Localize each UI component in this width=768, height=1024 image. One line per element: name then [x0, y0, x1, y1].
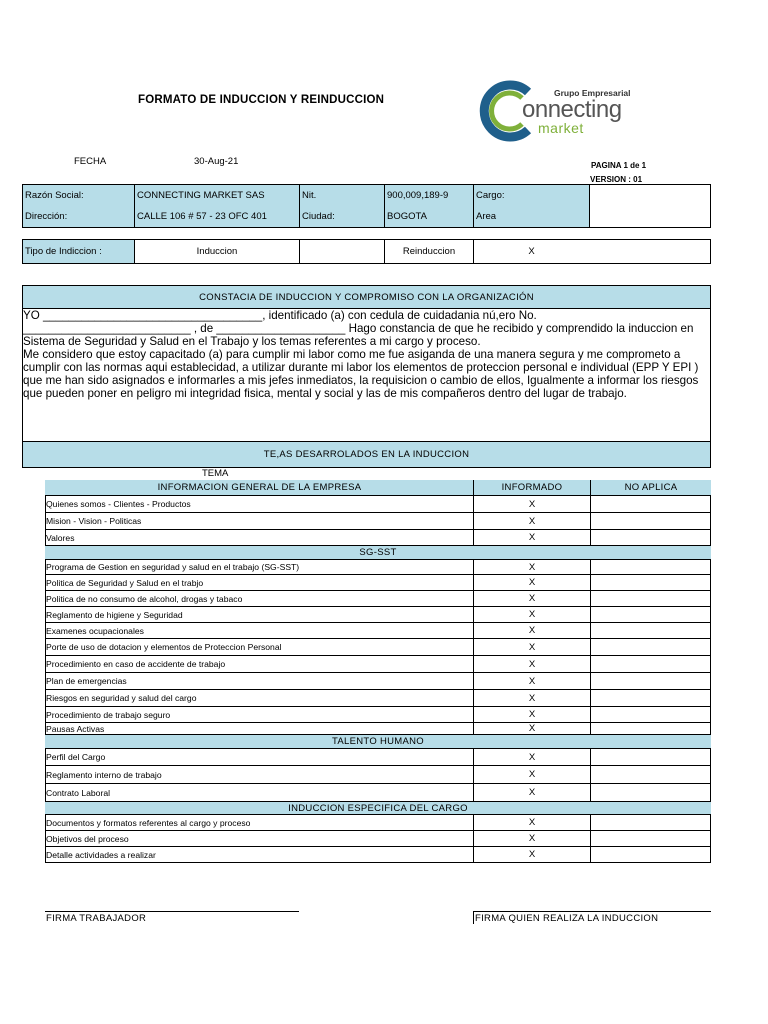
row-informado[interactable]: X	[473, 690, 590, 706]
table-row	[45, 673, 711, 690]
row-informado[interactable]: X	[473, 673, 590, 689]
constancia-line: cumplir con las normas aqui establecidad, a utilizar durante mi labor los elementos de proteccion personal e individual (EPP Y EPI )	[23, 361, 699, 374]
direccion-label: Dirección:	[23, 206, 134, 227]
cargo-value[interactable]	[590, 185, 710, 227]
firma-induccion-line[interactable]	[473, 911, 711, 912]
row-informado[interactable]: X	[473, 723, 590, 734]
row-item: Procedimiento de trabajo seguro	[46, 709, 171, 720]
section-induccion-cargo: INDUCCION ESPECIFICA DEL CARGO	[45, 802, 711, 815]
row-informado[interactable]: X	[473, 513, 590, 529]
row-item: Quienes somos - Clientes - Productos	[46, 499, 191, 509]
row-item: Reglamento interno de trabajo	[46, 769, 162, 780]
constancia-line: que me han sido asignados e informarles a mis jefes inmediatos, la requisicion o cambio de ellos, Igualmente a informar los riesgos	[23, 374, 699, 387]
row-no-aplica[interactable]	[590, 690, 711, 706]
row-item: Porte de uso de dotacion y elementos de Proteccion Personal	[46, 642, 282, 652]
table-row	[45, 815, 711, 831]
row-no-aplica[interactable]	[590, 530, 711, 545]
row-no-aplica[interactable]	[590, 560, 711, 574]
col-informacion-header: INFORMACION GENERAL DE LA EMPRESA	[157, 482, 362, 493]
constancia-line: que pueden poner en peligro mi integridad fisica, mental y social y las de mis compañeros dentro del lugar de trabajo.	[23, 387, 627, 400]
table-row	[45, 749, 711, 766]
tipo-label: Tipo de Indiccion :	[23, 240, 134, 263]
row-no-aplica[interactable]	[590, 723, 711, 734]
firma-trabajador-line[interactable]	[45, 911, 299, 912]
row-item: Programa de Gestion en seguridad y salud en el trabajo (SG-SST)	[46, 562, 300, 572]
induccion-label: Induccion	[196, 246, 238, 257]
row-no-aplica[interactable]	[590, 831, 711, 846]
firma-trabajador-label: FIRMA TRABAJADOR	[46, 913, 147, 924]
fecha-label: FECHA	[74, 156, 107, 167]
ciudad-value: BOGOTA	[385, 206, 473, 227]
nit-value: 900,009,189-9	[385, 185, 473, 206]
razon-social-label: Razón Social:	[23, 185, 134, 206]
company-logo	[478, 80, 638, 142]
row-informado[interactable]: X	[473, 815, 590, 830]
pagina-label: PAGINA 1 de 1	[591, 161, 647, 170]
row-no-aplica[interactable]	[590, 784, 711, 801]
table-row	[45, 656, 711, 673]
reinduccion-mark[interactable]: X	[528, 246, 535, 257]
row-item: Objetivos del proceso	[46, 833, 129, 844]
row-informado[interactable]: X	[473, 496, 590, 512]
table-row	[45, 560, 711, 575]
ciudad-label: Ciudad:	[300, 206, 384, 227]
row-no-aplica[interactable]	[590, 656, 711, 672]
row-no-aplica[interactable]	[590, 815, 711, 830]
razon-social-value: CONNECTING MARKET SAS	[135, 185, 299, 206]
row-informado[interactable]: X	[473, 749, 590, 765]
row-item: Perfil del Cargo	[46, 752, 106, 762]
row-informado[interactable]: X	[473, 831, 590, 846]
constancia-line: __________________________ , de ____________________ Hago constancia de que he recibido y comprendido la induccion en	[23, 322, 694, 335]
row-informado[interactable]: X	[473, 639, 590, 655]
row-no-aplica[interactable]	[590, 591, 711, 606]
table-row	[45, 513, 711, 530]
reinduccion-label: Reinduccion	[402, 246, 456, 257]
row-no-aplica[interactable]	[590, 766, 711, 783]
fecha-value: 30-Aug-21	[194, 156, 239, 167]
row-informado[interactable]: X	[473, 530, 590, 545]
induccion-mark[interactable]	[300, 240, 384, 263]
row-informado[interactable]: X	[473, 607, 590, 622]
row-no-aplica[interactable]	[590, 639, 711, 655]
table-row	[45, 575, 711, 591]
row-no-aplica[interactable]	[590, 673, 711, 689]
row-no-aplica[interactable]	[590, 607, 711, 622]
firma-induccion-label: FIRMA QUIEN REALIZA LA INDUCCION	[475, 913, 659, 924]
row-no-aplica[interactable]	[590, 496, 711, 512]
row-item: Mision - Vision - Politicas	[46, 516, 142, 526]
col-informado-header: INFORMADO	[473, 480, 590, 495]
row-informado[interactable]: X	[473, 707, 590, 722]
row-item: Riesgos en seguridad y salud del cargo	[46, 693, 197, 703]
logo-main-text: onnecting	[522, 96, 622, 123]
row-informado[interactable]: X	[473, 623, 590, 638]
nit-label: Nit.	[300, 185, 384, 206]
table-row	[45, 530, 711, 546]
table-row	[45, 766, 711, 784]
row-item: Pausas Activas	[46, 723, 105, 734]
table-row	[45, 831, 711, 847]
table-row	[45, 847, 711, 863]
row-item: Plan de emergencias	[46, 676, 127, 686]
row-item: Valores	[46, 532, 75, 543]
table-row	[45, 607, 711, 623]
row-informado[interactable]: X	[473, 591, 590, 606]
row-no-aplica[interactable]	[590, 513, 711, 529]
section-sgsst: SG-SST	[45, 546, 711, 560]
row-no-aplica[interactable]	[590, 707, 711, 722]
col-no-aplica-header: NO APLICA	[590, 480, 711, 495]
temas-header: TE,AS DESARROLADOS EN LA INDUCCION	[23, 442, 710, 467]
row-no-aplica[interactable]	[590, 847, 711, 862]
tema-label: TEMA	[202, 468, 229, 479]
row-item: Reglamento de higiene y Seguridad	[46, 609, 183, 620]
constancia-line: Sistema de Seguridad y Salud en el Trabajo y los temas referentes a mi cargo y proceso.	[23, 335, 481, 348]
row-item: Detalle actividades a realizar	[46, 849, 156, 860]
constancia-text	[23, 309, 713, 400]
constancia-line: Me considero que estoy capacitado (a) para cumplir mi labor como me fue asiganda de una manera segura y me comprometo a	[23, 348, 681, 361]
constancia-line: YO __________________________________, identificado (a) con cedula de cuidadania nú,ero No.	[23, 309, 537, 322]
table-row	[45, 784, 711, 802]
temas-table-header	[45, 480, 711, 496]
row-informado[interactable]: X	[473, 656, 590, 672]
row-informado[interactable]: X	[473, 560, 590, 574]
cargo-label: Cargo:	[474, 185, 589, 206]
table-row	[45, 591, 711, 607]
logo-tagline: Grupo Empresarial	[554, 88, 631, 98]
row-no-aplica[interactable]	[590, 575, 711, 590]
area-label: Area	[474, 206, 589, 227]
document-title: FORMATO DE INDUCCION Y REINDUCCION	[138, 94, 385, 106]
row-no-aplica[interactable]	[590, 749, 711, 765]
table-row	[45, 496, 711, 513]
table-row	[45, 623, 711, 639]
constancia-header: CONSTACIA DE INDUCCION Y COMPROMISO CON LA ORGANIZACIÓN	[23, 286, 710, 308]
table-row	[45, 707, 711, 723]
row-no-aplica[interactable]	[590, 623, 711, 638]
table-row	[45, 639, 711, 656]
section-talento-humano: TALENTO HUMANO	[45, 735, 711, 749]
logo-sub-text: market	[538, 120, 584, 136]
row-item: Examenes ocupacionales	[46, 625, 144, 636]
row-item: Documentos y formatos referentes al cargo y proceso	[46, 817, 251, 828]
row-item: Politica de no consumo de alcohol, drogas y tabaco	[46, 593, 243, 604]
row-item: Politica de Seguridad y Salud en el trabjo	[46, 577, 204, 588]
direccion-value: CALLE 106 # 57 - 23 OFC 401	[135, 206, 299, 227]
table-row	[45, 723, 711, 735]
row-informado[interactable]: X	[473, 575, 590, 590]
row-item: Contrato Laboral	[46, 787, 111, 798]
row-informado[interactable]: X	[473, 766, 590, 783]
row-item: Procedimiento en caso de accidente de trabajo	[46, 659, 226, 669]
version-label: VERSION : 01	[590, 175, 643, 184]
table-row	[45, 690, 711, 707]
row-informado[interactable]: X	[473, 847, 590, 862]
row-informado[interactable]: X	[473, 784, 590, 801]
